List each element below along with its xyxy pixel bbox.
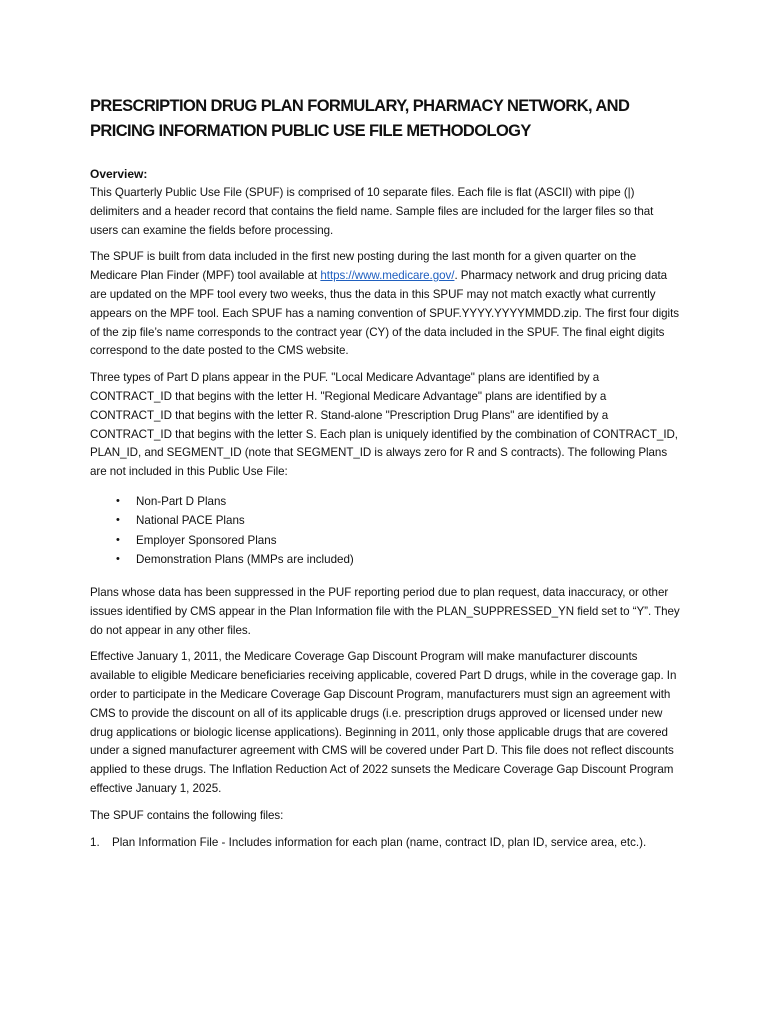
excluded-plans-list (90, 492, 684, 570)
list-item-text: Demonstration Plans (MMPs are included) (136, 553, 354, 567)
paragraph-suppressed-plans: Plans whose data has been suppressed in the PUF reporting period due to plan request, data inaccuracy, or other issues identified by CMS appear in the Plan Information file with the PLAN_SUPPRESSED_YN field set to “Y”. They do not appear in any other files. (90, 585, 680, 637)
paragraph-plan-types: Three types of Part D plans appear in the PUF. "Local Medicare Advantage" plans are identified by a CONTRACT_ID that begins with the letter H. "Regional Medicare Advantage" plans are identified by a CONTRACT_ID that begins with the letter R. Stand-alone "Prescription Drug Plans" are identified by a CONTRACT_ID that begins with the letter S. Each plan is uniquely identified by the combination of CONTRACT_ID, PLAN_ID, and SEGMENT_ID (note that SEGMENT_ID is always zero for R and S contracts). The following Plans are not included in this Public Use File: (90, 371, 678, 479)
paragraph-spuf-build (90, 248, 684, 361)
paragraph-overview: This Quarterly Public Use File (SPUF) is comprised of 10 separate files. Each file is flat (ASCII) with pipe (|) delimiters and a header record that contains the field name. Sample files are included for the larger files so that users can examine the fields before processing. (90, 186, 654, 237)
list-item (90, 511, 684, 531)
paragraph-spuf-build-text-1: The SPUF is built from data included in the first new posting during the last month for a given quarter on the Medicare Plan Finder (MPF) tool available at (90, 250, 637, 283)
bullet-icon: • (116, 514, 120, 527)
list-item-text: Non-Part D Plans (136, 494, 227, 508)
list-item-text: National PACE Plans (136, 514, 245, 528)
bullet-icon: • (116, 494, 120, 507)
paragraph-spuf-build-text-2: . Pharmacy network and drug pricing data are updated on the MPF tool every two weeks, thus the data in this SPUF may not match exactly what currently appears on the MPF tool. Each SPUF has a naming convention of SPUF.YYYY.YYYYMMDD.zip. The first four digits of the zip file’s name corresponds to the contract year (CY) of the data included in the SPUF. The final eight digits correspond to the date posted to the CMS website. (90, 269, 679, 358)
list-item-text: Employer Sponsored Plans (136, 533, 277, 547)
list-item (90, 531, 684, 551)
overview-heading: Overview: (90, 167, 148, 181)
list-item-text: Plan Information File - Includes information for each plan (name, contract ID, plan ID, service area, etc.). (112, 835, 647, 849)
list-item (90, 492, 684, 512)
bullet-icon: • (116, 533, 120, 546)
list-item-number: 1. (90, 835, 100, 849)
document-title: PRESCRIPTION DRUG PLAN FORMULARY, PHARMACY NETWORK, AND PRICING INFORMATION PUBLIC USE FILE METHODOLOGY (90, 97, 630, 140)
medicare-gov-link[interactable]: https://www.medicare.gov/ (320, 269, 455, 283)
paragraph-files-intro: The SPUF contains the following files: (90, 808, 284, 822)
bullet-icon: • (116, 553, 120, 566)
document-page (90, 94, 684, 852)
list-item (90, 550, 684, 570)
files-list (90, 834, 684, 853)
list-item (90, 834, 684, 853)
paragraph-coverage-gap: Effective January 1, 2011, the Medicare Coverage Gap Discount Program will make manufacturer discounts available to eligible Medicare beneficiaries receiving applicable, covered Part D drugs, while in the coverage gap. In order to participate in the Medicare Coverage Gap Discount Program, manufacturers must sign an agreement with CMS to provide the discount on all of its applicable drugs (i.e. prescription drugs approved or licensed under new drug applications or biologic license applications). Beginning in 2011, only those applicable drugs that are covered under a signed manufacturer agreement with CMS will be covered under Part D. This file does not reflect discounts applied to these drugs. The Inflation Reduction Act of 2022 sunsets the Medicare Coverage Gap Discount Program effective January 1, 2025. (90, 650, 677, 795)
